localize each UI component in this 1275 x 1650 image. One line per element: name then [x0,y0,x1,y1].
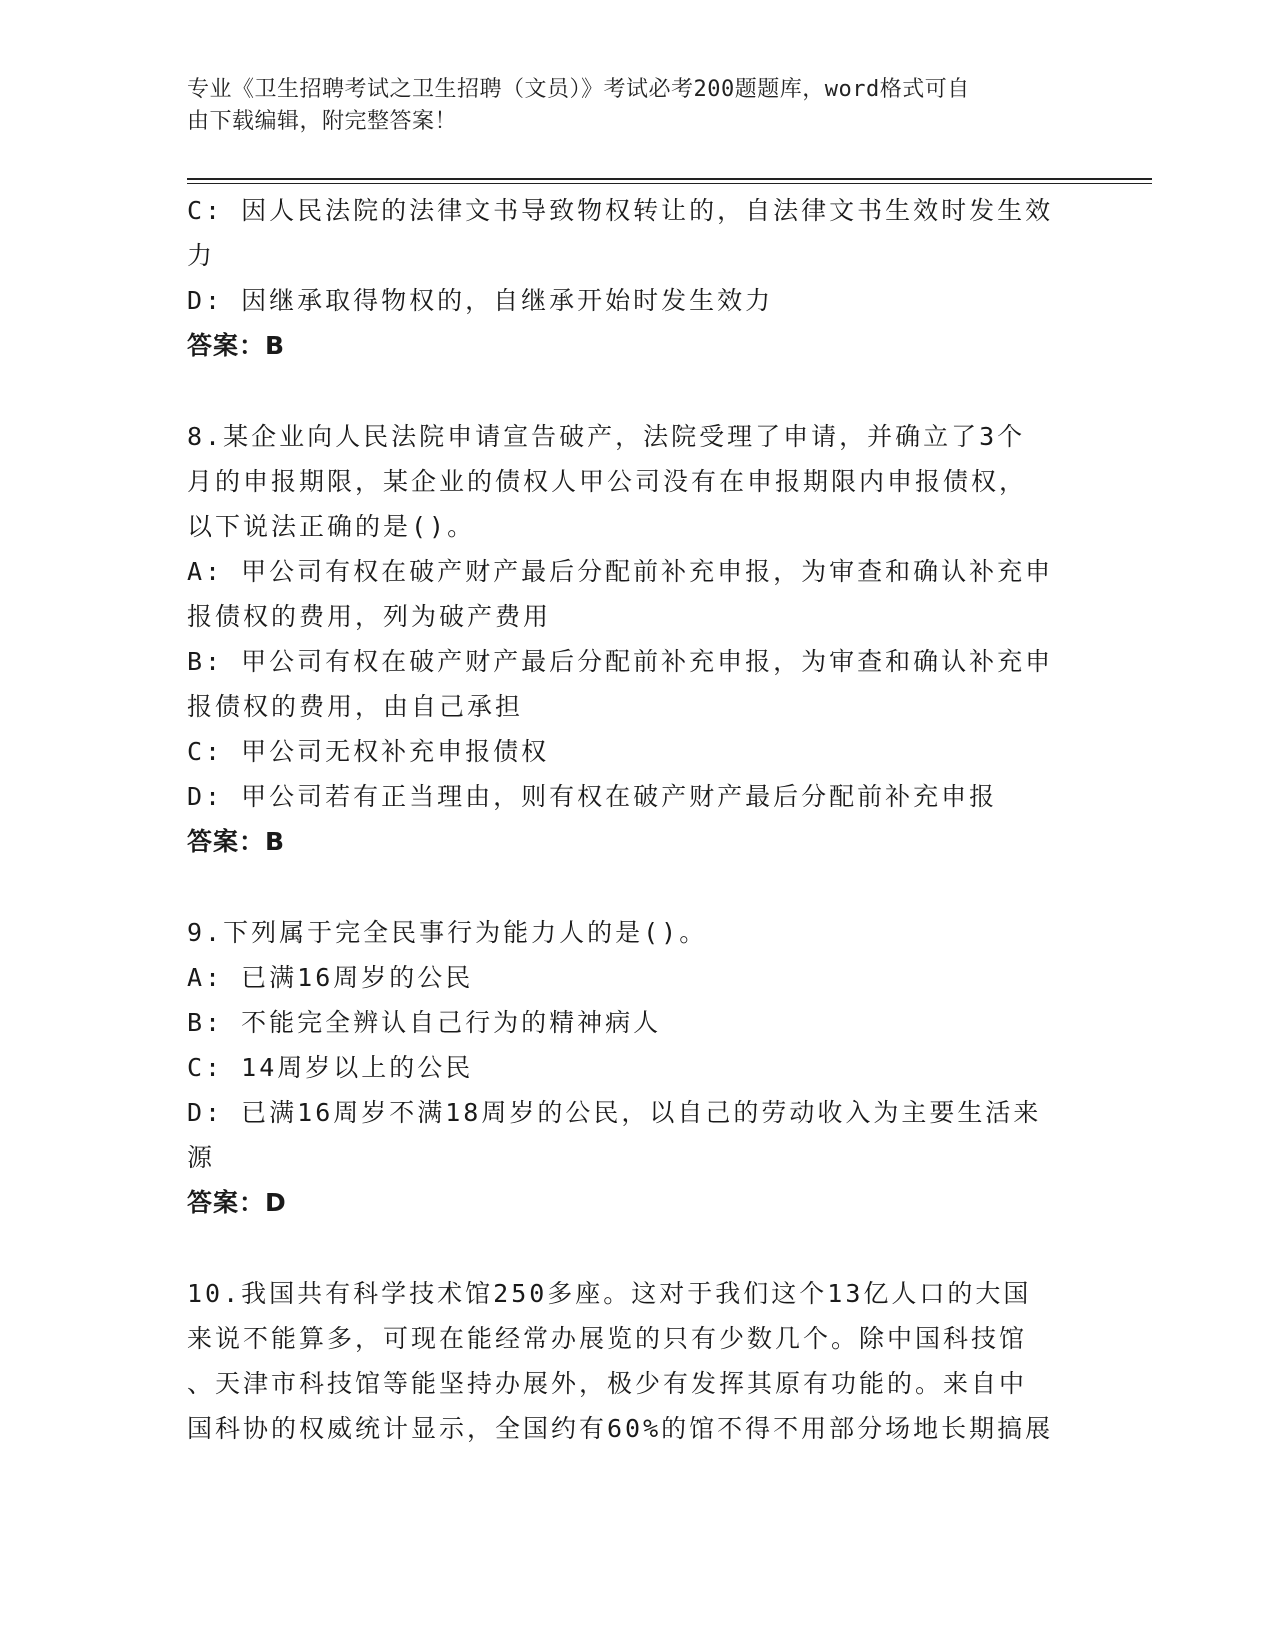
header-line-2: 由下载编辑，附完整答案！ [187,109,458,134]
answer-8: 答案：B [187,827,286,856]
header-line-1: 专业《卫生招聘考试之卫生招聘（文员）》考试必考200题题库，word格式可自 [187,77,970,102]
question-7-tail [187,188,1077,368]
question-10-line-3: 、天津市科技馆等能坚持办展外，极少有发挥其原有功能的。来自中 [187,1369,1028,1398]
document-body [187,188,1077,1451]
spacer [187,864,1077,910]
answer-9: 答案：D [187,1188,287,1217]
option-d: D: 因继承取得物权的，自继承开始时发生效力 [187,286,774,315]
option-c-line-1: C: 因人民法院的法律文书导致物权转让的，自法律文书生效时发生效 [187,196,1054,225]
question-8-stem-line-2: 月的申报期限，某企业的债权人甲公司没有在申报期限内申报债权， [187,467,1028,496]
option-d-line-2: 源 [187,1143,216,1172]
spacer [187,1225,1077,1271]
header-rule-thick [187,178,1152,180]
question-9 [187,910,1077,1225]
question-10 [187,1271,1077,1451]
question-10-line-4: 国科协的权威统计显示，全国约有60%的馆不得不用部分场地长期搞展 [187,1414,1054,1443]
header-rule-thin [187,183,1152,184]
question-9-stem: 9.下列属于完全民事行为能力人的是()。 [187,918,708,947]
option-d: D: 甲公司若有正当理由，则有权在破产财产最后分配前补充申报 [187,782,998,811]
option-d-line-1: D: 已满16周岁不满18周岁的公民，以自己的劳动收入为主要生活来 [187,1098,1042,1127]
question-10-line-1: 10.我国共有科学技术馆250多座。这对于我们这个13亿人口的大国 [187,1279,1032,1308]
option-b-line-1: B: 甲公司有权在破产财产最后分配前补充申报，为审查和确认补充申 [187,647,1054,676]
question-8 [187,414,1077,864]
question-10-line-2: 来说不能算多，可现在能经常办展览的只有少数几个。除中国科技馆 [187,1324,1028,1353]
spacer [187,368,1077,414]
option-c: C: 14周岁以上的公民 [187,1053,474,1082]
option-c: C: 甲公司无权补充申报债权 [187,737,550,766]
answer-7: 答案：B [187,331,286,360]
option-a-line-2: 报债权的费用，列为破产费用 [187,602,552,631]
question-8-stem-line-3: 以下说法正确的是()。 [187,512,476,541]
option-c-line-2: 力 [187,241,216,270]
question-8-stem-line-1: 8.某企业向人民法院申请宣告破产，法院受理了申请，并确立了3个 [187,422,1026,451]
option-b: B: 不能完全辨认自己行为的精神病人 [187,1008,662,1037]
option-a: A: 已满16周岁的公民 [187,963,474,992]
option-b-line-2: 报债权的费用，由自己承担 [187,692,524,721]
option-a-line-1: A: 甲公司有权在破产财产最后分配前补充申报，为审查和确认补充申 [187,557,1054,586]
document-header [187,74,1067,138]
